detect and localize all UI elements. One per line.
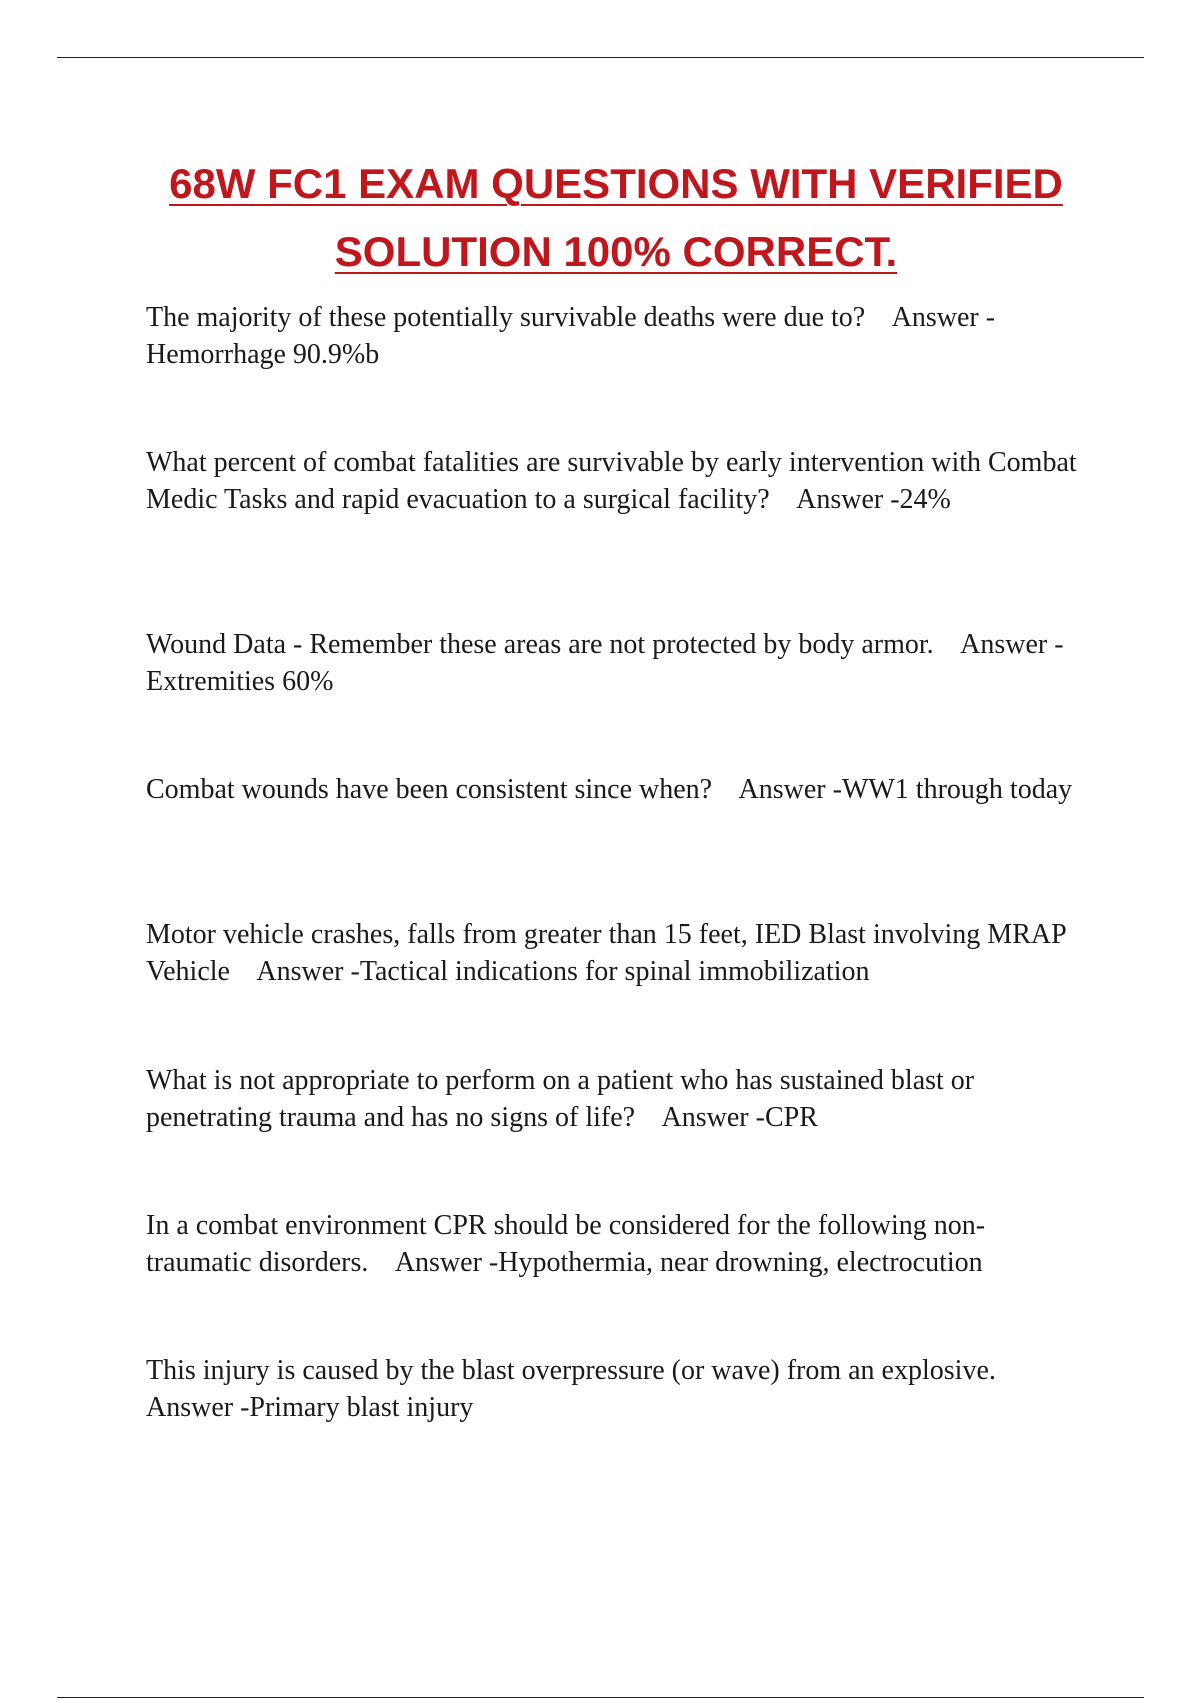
qa-item: What percent of combat fatalities are survivable by early intervention with Combat Medic Tasks and rapid evacuation to a surgical facility? Answer -24%	[146, 447, 1084, 515]
qa-item: Motor vehicle crashes, falls from greater than 15 feet, IED Blast involving MRAP Vehicle Answer -Tactical indications for spinal immobilization	[146, 919, 1073, 987]
footer-rule	[57, 1697, 1144, 1698]
header-rule	[57, 57, 1144, 58]
qa-item: Combat wounds have been consistent since when? Answer -WW1 through today	[146, 774, 1073, 805]
qa-item: Wound Data - Remember these areas are not protected by body armor. Answer -Extremities 60%	[146, 629, 1064, 697]
qa-item: This injury is caused by the blast overpressure (or wave) from an explosive. Answer -Primary blast injury	[146, 1355, 1023, 1423]
qa-item: In a combat environment CPR should be considered for the following non-traumatic disorders. Answer -Hypothermia, near drowning, electrocution	[146, 1210, 986, 1278]
document-title: 68W FC1 EXAM QUESTIONS WITH VERIFIED SOLUTION 100% CORRECT.	[169, 160, 1063, 275]
qa-item: The majority of these potentially survivable deaths were due to? Answer -Hemorrhage 90.9%b	[146, 302, 996, 370]
qa-item: What is not appropriate to perform on a patient who has sustained blast or penetrating trauma and has no signs of life? Answer -CPR	[146, 1065, 982, 1133]
